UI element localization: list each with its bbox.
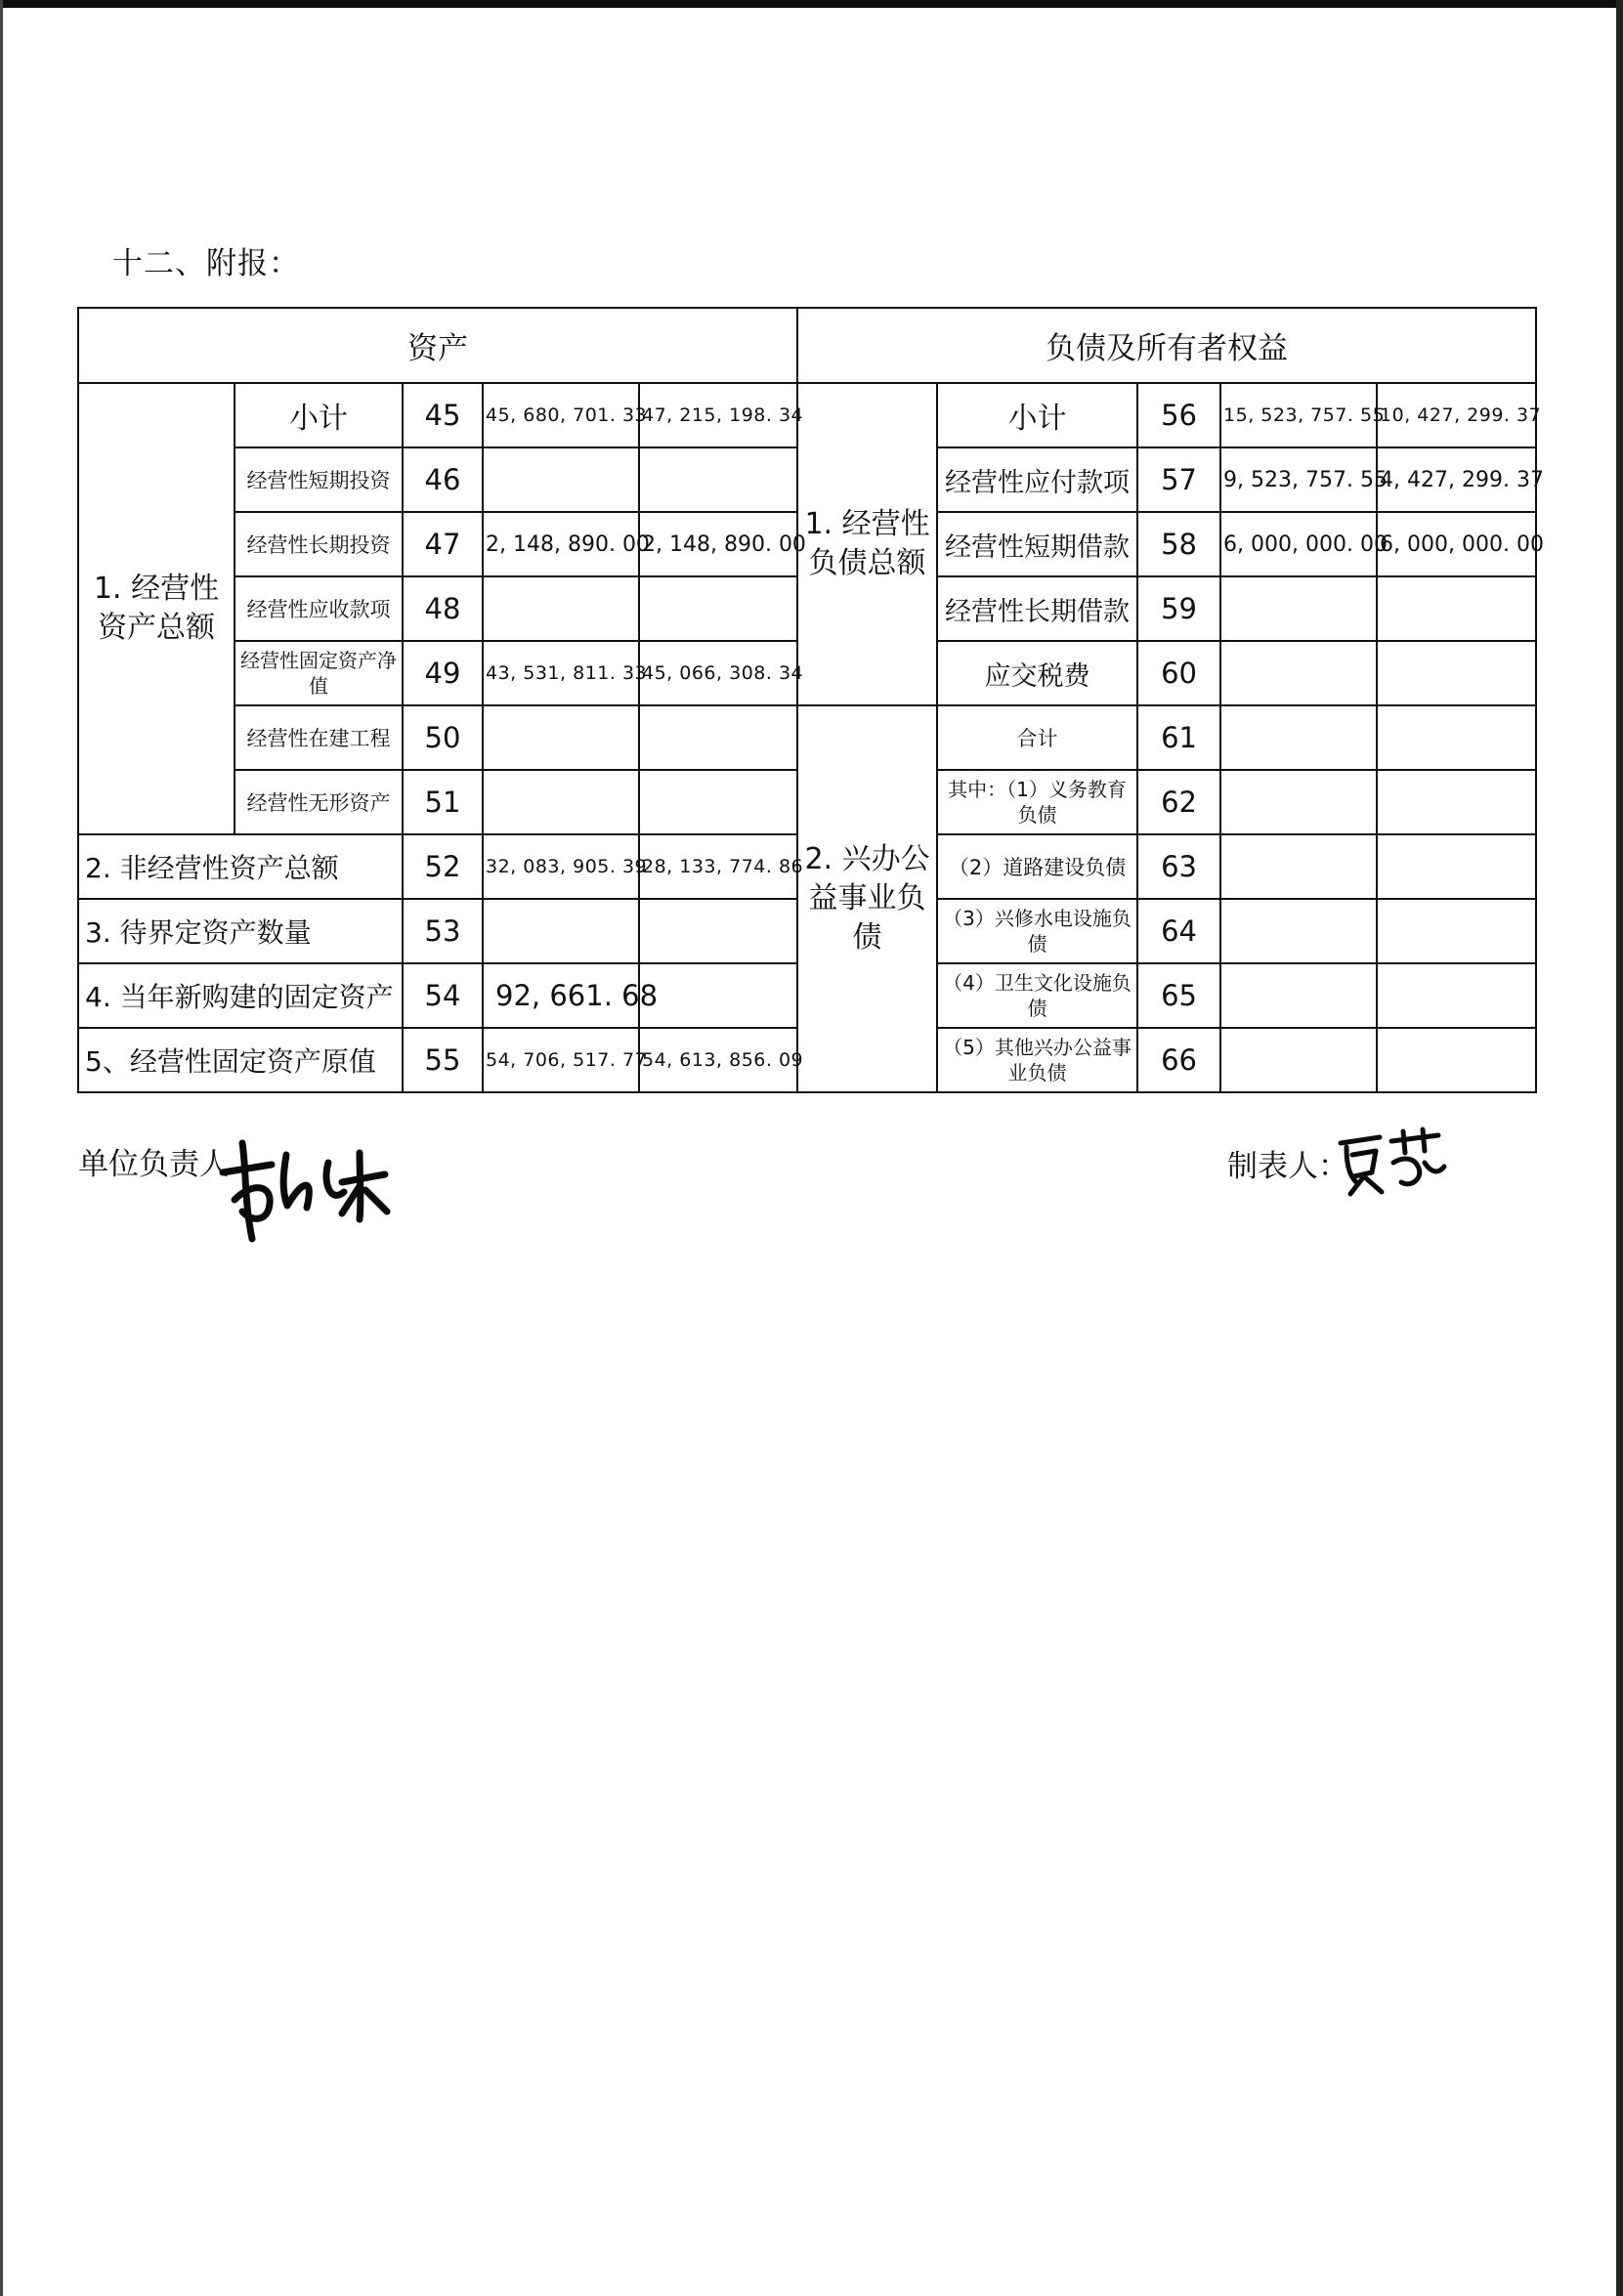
line-number: 59 — [1137, 576, 1220, 641]
line-number: 52 — [403, 834, 483, 899]
asset-value-col2: 54, 613, 856. 09 — [639, 1028, 797, 1092]
line-number: 61 — [1137, 705, 1220, 770]
liability-value-col1 — [1220, 705, 1377, 770]
asset-value-col1 — [483, 899, 639, 963]
asset-row-label: 经营性固定资产净值 — [235, 641, 403, 705]
asset-row-label: 经营性在建工程 — [235, 705, 403, 770]
liability-value-col2 — [1377, 641, 1536, 705]
liability-value-col2 — [1377, 770, 1536, 834]
asset-value-col1: 92, 661. 68 — [483, 963, 639, 1028]
asset-value-col1: 32, 083, 905. 39 — [483, 834, 639, 899]
asset-value-col2 — [639, 447, 797, 512]
asset-row-label: 小计 — [235, 383, 403, 447]
table-row — [78, 705, 1536, 770]
asset-value-col2 — [639, 705, 797, 770]
scan-border-left — [0, 0, 3, 2296]
preparer-signature — [1333, 1124, 1450, 1202]
liability-value-col1: 15, 523, 757. 55 — [1220, 383, 1377, 447]
liability-row-label: 经营性短期借款 — [937, 512, 1137, 576]
asset-value-col2: 45, 066, 308. 34 — [639, 641, 797, 705]
asset-value-col1: 45, 680, 701. 33 — [483, 383, 639, 447]
liability-value-col1 — [1220, 770, 1377, 834]
line-number: 45 — [403, 383, 483, 447]
supplementary-report-table — [77, 307, 1544, 1093]
liability-value-col2: 6, 000, 000. 00 — [1377, 512, 1536, 576]
liability-row-label: 小计 — [937, 383, 1137, 447]
line-number: 47 — [403, 512, 483, 576]
table-header-row — [78, 308, 1536, 383]
operating-assets-total-label: 1. 经营性资产总额 — [78, 383, 235, 834]
line-number: 56 — [1137, 383, 1220, 447]
liability-row-label: 经营性应付款项 — [937, 447, 1137, 512]
asset-row-label: 经营性长期投资 — [235, 512, 403, 576]
line-number: 51 — [403, 770, 483, 834]
liability-row-label: 合计 — [937, 705, 1137, 770]
asset-value-col2: 47, 215, 198. 34 — [639, 383, 797, 447]
scan-border-top — [0, 0, 1623, 8]
line-number: 66 — [1137, 1028, 1220, 1092]
liability-row-label: （4）卫生文化设施负债 — [937, 963, 1137, 1028]
asset-value-col1 — [483, 576, 639, 641]
asset-value-col1: 2, 148, 890. 00 — [483, 512, 639, 576]
liability-row-label: 经营性长期借款 — [937, 576, 1137, 641]
liability-value-col2 — [1377, 1028, 1536, 1092]
asset-row-label: 4. 当年新购建的固定资产 — [78, 963, 403, 1028]
asset-value-col2 — [639, 963, 797, 1028]
liability-value-col1: 9, 523, 757. 55 — [1220, 447, 1377, 512]
table-row — [78, 383, 1536, 447]
unit-head-label: 单位负责人 — [78, 1147, 230, 1182]
asset-value-col1 — [483, 705, 639, 770]
liability-value-col2: 10, 427, 299. 37 — [1377, 383, 1536, 447]
asset-row-label: 经营性应收款项 — [235, 576, 403, 641]
liability-value-col1 — [1220, 641, 1377, 705]
liability-value-col2 — [1377, 705, 1536, 770]
asset-row-label: 经营性短期投资 — [235, 447, 403, 512]
liability-row-label: 其中：（1）义务教育负债 — [937, 770, 1137, 834]
liability-value-col2 — [1377, 963, 1536, 1028]
liabilities-header: 负债及所有者权益 — [797, 308, 1536, 383]
line-number: 58 — [1137, 512, 1220, 576]
unit-head-signature — [213, 1114, 428, 1251]
line-number: 55 — [403, 1028, 483, 1092]
asset-row-label: 2. 非经营性资产总额 — [78, 834, 403, 899]
asset-value-col2: 28, 133, 774. 86 — [639, 834, 797, 899]
liability-value-col1: 6, 000, 000. 00 — [1220, 512, 1377, 576]
asset-row-label: 3. 待界定资产数量 — [78, 899, 403, 963]
asset-value-col2 — [639, 576, 797, 641]
scan-border-right — [1616, 0, 1623, 2296]
line-number: 63 — [1137, 834, 1220, 899]
asset-value-col1 — [483, 770, 639, 834]
asset-value-col2 — [639, 899, 797, 963]
asset-value-col1: 43, 531, 811. 33 — [483, 641, 639, 705]
liability-value-col2 — [1377, 834, 1536, 899]
public-welfare-liabilities-label: 2. 兴办公益事业负债 — [797, 705, 937, 1092]
liability-value-col1 — [1220, 899, 1377, 963]
liability-value-col1 — [1220, 1028, 1377, 1092]
asset-value-col1: 54, 706, 517. 77 — [483, 1028, 639, 1092]
line-number: 57 — [1137, 447, 1220, 512]
asset-row-label: 5、经营性固定资产原值 — [78, 1028, 403, 1092]
liability-value-col1 — [1220, 834, 1377, 899]
liability-value-col1 — [1220, 963, 1377, 1028]
line-number: 46 — [403, 447, 483, 512]
liability-row-label: （2）道路建设负债 — [937, 834, 1137, 899]
liability-row-label: （5）其他兴办公益事业负债 — [937, 1028, 1137, 1092]
liability-value-col2 — [1377, 576, 1536, 641]
line-number: 60 — [1137, 641, 1220, 705]
line-number: 48 — [403, 576, 483, 641]
liability-value-col2: 4, 427, 299. 37 — [1377, 447, 1536, 512]
line-number: 65 — [1137, 963, 1220, 1028]
line-number: 64 — [1137, 899, 1220, 963]
liability-value-col1 — [1220, 576, 1377, 641]
line-number: 50 — [403, 705, 483, 770]
liability-value-col2 — [1377, 899, 1536, 963]
asset-value-col2: 2, 148, 890. 00 — [639, 512, 797, 576]
asset-value-col1 — [483, 447, 639, 512]
asset-row-label: 经营性无形资产 — [235, 770, 403, 834]
liability-row-label: 应交税费 — [937, 641, 1137, 705]
liability-row-label: （3）兴修水电设施负债 — [937, 899, 1137, 963]
section-title: 十二、附报： — [112, 246, 300, 281]
assets-header: 资产 — [78, 308, 797, 383]
asset-value-col2 — [639, 770, 797, 834]
line-number: 53 — [403, 899, 483, 963]
line-number: 62 — [1137, 770, 1220, 834]
operating-liabilities-total-label: 1. 经营性负债总额 — [797, 383, 937, 705]
line-number: 54 — [403, 963, 483, 1028]
line-number: 49 — [403, 641, 483, 705]
preparer-label: 制表人： — [1227, 1149, 1348, 1184]
